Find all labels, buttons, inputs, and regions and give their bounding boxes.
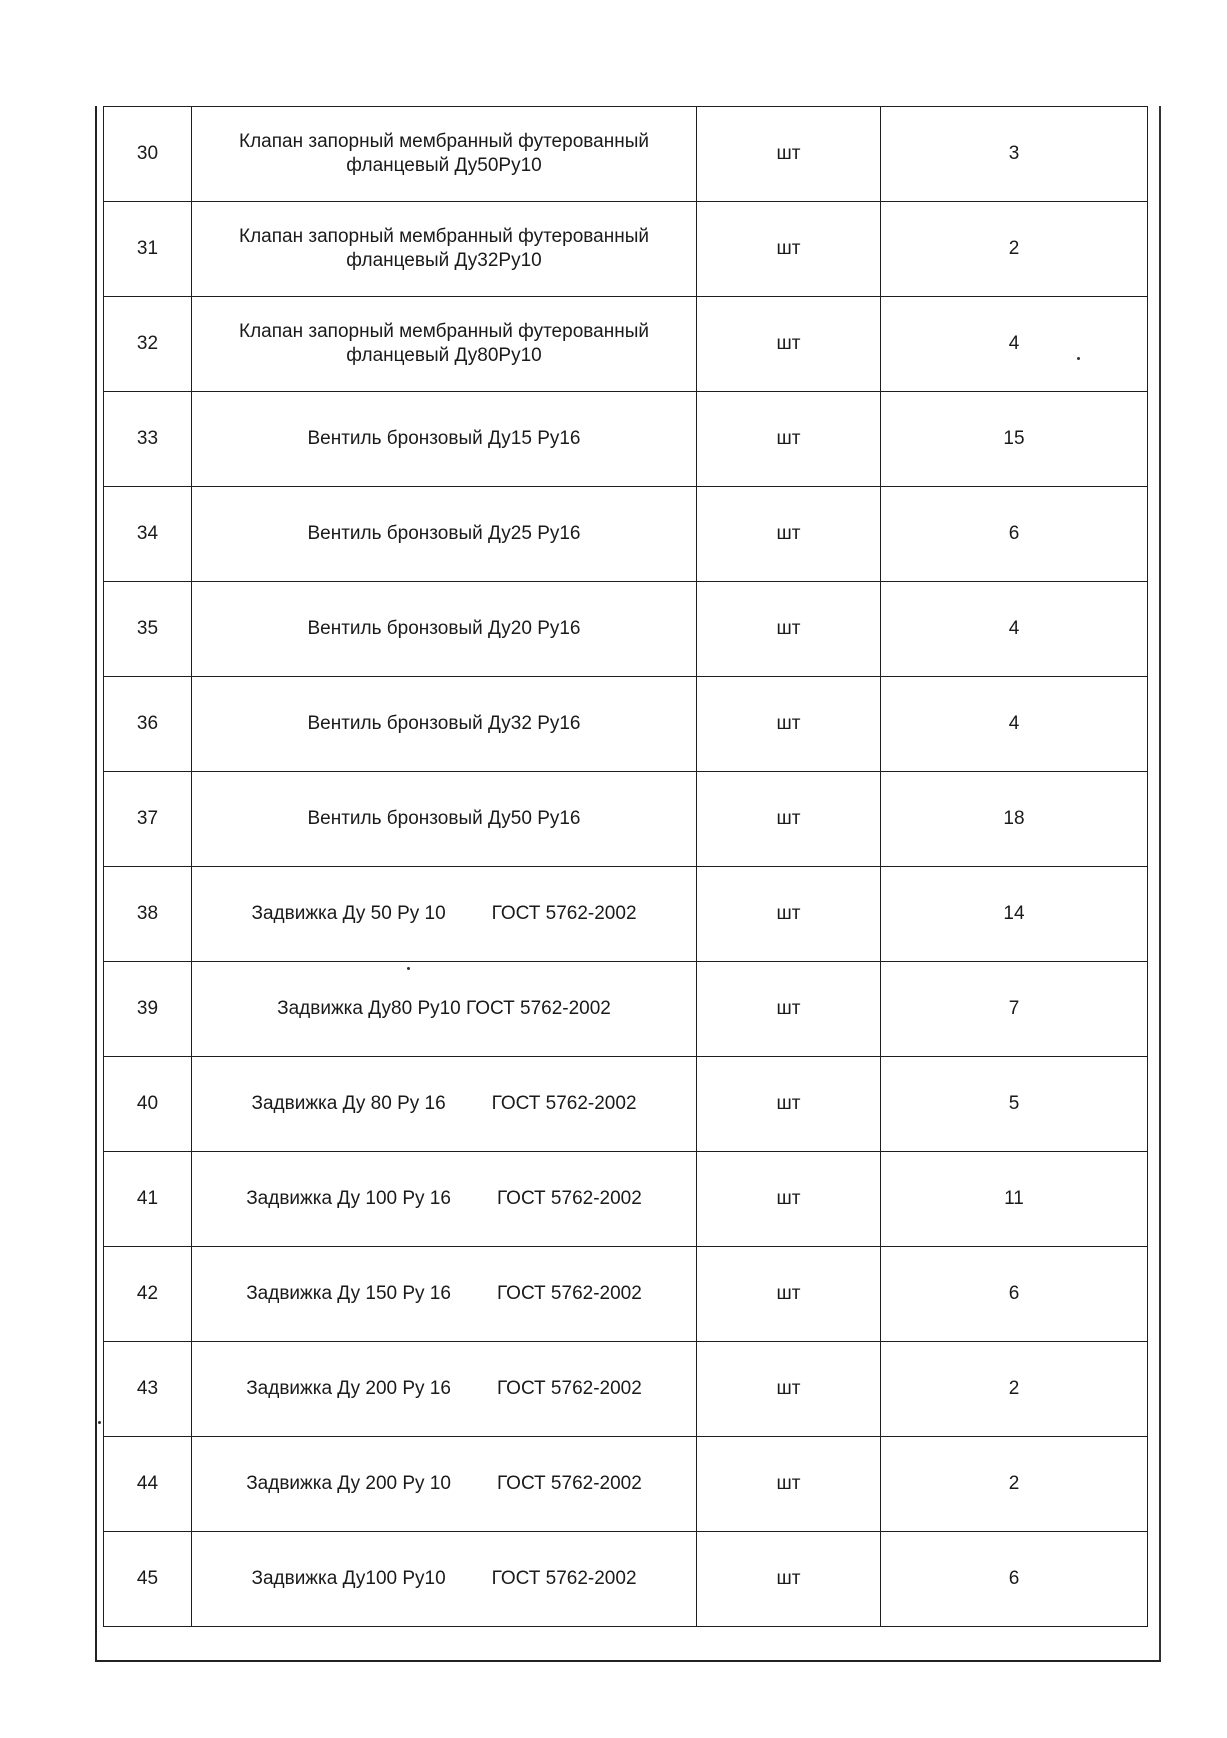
row-number-cell: 36: [104, 677, 192, 772]
item-name-cell: [192, 1057, 697, 1152]
item-name-split: [198, 1187, 690, 1211]
item-name-cell: [192, 1532, 697, 1627]
item-name: Клапан запорный мембранный футерованный фланцевый Ду32Ру10: [239, 226, 649, 271]
table-row: [104, 1437, 1148, 1532]
item-standard: ГОСТ 5762-2002: [491, 1093, 637, 1114]
quantity-cell: 15: [881, 392, 1148, 487]
quantity-cell: 18: [881, 772, 1148, 867]
scan-speck: [98, 1421, 101, 1424]
quantity-cell: 2: [881, 1342, 1148, 1437]
quantity-cell: 6: [881, 487, 1148, 582]
item-name-split: [198, 1282, 690, 1306]
item-name-part: Задвижка Ду 200 Ру 10: [246, 1473, 451, 1494]
item-name: Вентиль бронзовый Ду15 Ру16: [307, 428, 581, 449]
unit-cell: шт: [697, 107, 881, 202]
item-standard: ГОСТ 5762-2002: [491, 1568, 637, 1589]
unit-cell: шт: [697, 677, 881, 772]
item-standard: ГОСТ 5762-2002: [496, 1473, 642, 1494]
unit-cell: шт: [697, 1342, 881, 1437]
specification-table-body: [104, 107, 1148, 1627]
unit-cell: шт: [697, 1057, 881, 1152]
row-number-cell: 35: [104, 582, 192, 677]
item-name: Вентиль бронзовый Ду25 Ру16: [307, 523, 581, 544]
unit-cell: шт: [697, 392, 881, 487]
table-row: [104, 202, 1148, 297]
quantity-cell: 4: [881, 297, 1148, 392]
row-number-cell: 39: [104, 962, 192, 1057]
item-name-part: Задвижка Ду 50 Ру 10: [251, 903, 446, 924]
quantity-cell: 2: [881, 1437, 1148, 1532]
unit-cell: шт: [697, 582, 881, 677]
item-name-split: [198, 1472, 690, 1496]
item-name: Клапан запорный мембранный футерованный фланцевый Ду50Ру10: [239, 131, 649, 176]
row-number-cell: 42: [104, 1247, 192, 1342]
table-row: [104, 392, 1148, 487]
unit-cell: шт: [697, 1247, 881, 1342]
table-row: [104, 677, 1148, 772]
item-name-cell: [192, 677, 697, 772]
item-name-cell: [192, 1342, 697, 1437]
table-row: [104, 297, 1148, 392]
item-name-split: [198, 1567, 690, 1591]
item-name-cell: [192, 772, 697, 867]
quantity-cell: 4: [881, 582, 1148, 677]
item-name-cell: [192, 867, 697, 962]
unit-cell: шт: [697, 1437, 881, 1532]
table-row: [104, 1532, 1148, 1627]
row-number-cell: 32: [104, 297, 192, 392]
item-name-cell: [192, 1152, 697, 1247]
item-name-split: [198, 1092, 690, 1116]
item-name-part: Задвижка Ду 150 Ру 16: [246, 1283, 451, 1304]
row-number-cell: 41: [104, 1152, 192, 1247]
row-number-cell: 44: [104, 1437, 192, 1532]
unit-cell: шт: [697, 297, 881, 392]
unit-cell: шт: [697, 487, 881, 582]
row-number-cell: 34: [104, 487, 192, 582]
row-number-cell: 40: [104, 1057, 192, 1152]
table-row: [104, 1152, 1148, 1247]
specification-table: [103, 106, 1148, 1627]
item-name: Задвижка Ду80 Ру10 ГОСТ 5762-2002: [277, 998, 611, 1019]
item-name: Вентиль бронзовый Ду50 Ру16: [307, 808, 581, 829]
item-standard: ГОСТ 5762-2002: [491, 903, 637, 924]
row-number-cell: 30: [104, 107, 192, 202]
row-number-cell: 33: [104, 392, 192, 487]
table-row: [104, 1247, 1148, 1342]
item-name-split: [198, 1377, 690, 1401]
quantity-cell: 14: [881, 867, 1148, 962]
item-name-cell: [192, 1247, 697, 1342]
row-number-cell: 31: [104, 202, 192, 297]
row-number-cell: 37: [104, 772, 192, 867]
scan-speck: [1077, 357, 1080, 360]
unit-cell: шт: [697, 202, 881, 297]
page-frame-right-line: [1159, 106, 1161, 1661]
quantity-cell: 7: [881, 962, 1148, 1057]
item-name-cell: [192, 297, 697, 392]
item-name-cell: [192, 1437, 697, 1532]
quantity-cell: 2: [881, 202, 1148, 297]
row-number-cell: 45: [104, 1532, 192, 1627]
item-standard: ГОСТ 5762-2002: [496, 1283, 642, 1304]
item-standard: ГОСТ 5762-2002: [496, 1188, 642, 1209]
table-row: [104, 107, 1148, 202]
table-row: [104, 772, 1148, 867]
quantity-cell: 6: [881, 1247, 1148, 1342]
row-number-cell: 43: [104, 1342, 192, 1437]
unit-cell: шт: [697, 772, 881, 867]
row-number-cell: 38: [104, 867, 192, 962]
item-name-part: Задвижка Ду 100 Ру 16: [246, 1188, 451, 1209]
quantity-cell: 3: [881, 107, 1148, 202]
item-name-cell: [192, 202, 697, 297]
table-row: [104, 962, 1148, 1057]
item-name: Клапан запорный мембранный футерованный фланцевый Ду80Ру10: [239, 321, 649, 366]
unit-cell: шт: [697, 867, 881, 962]
quantity-cell: 6: [881, 1532, 1148, 1627]
item-name: Вентиль бронзовый Ду20 Ру16: [307, 618, 581, 639]
quantity-cell: 5: [881, 1057, 1148, 1152]
item-standard: ГОСТ 5762-2002: [496, 1378, 642, 1399]
table-row: [104, 582, 1148, 677]
unit-cell: шт: [697, 1152, 881, 1247]
item-name-part: Задвижка Ду 80 Ру 16: [251, 1093, 446, 1114]
item-name-part: Задвижка Ду100 Ру10: [251, 1568, 446, 1589]
item-name-cell: [192, 962, 697, 1057]
item-name-cell: [192, 107, 697, 202]
page-frame-left-line: [95, 106, 97, 1661]
table-row: [104, 867, 1148, 962]
unit-cell: шт: [697, 1532, 881, 1627]
item-name-cell: [192, 392, 697, 487]
scan-speck: [407, 967, 410, 970]
item-name-cell: [192, 582, 697, 677]
item-name-cell: [192, 487, 697, 582]
item-name: Вентиль бронзовый Ду32 Ру16: [307, 713, 581, 734]
quantity-cell: 11: [881, 1152, 1148, 1247]
page-frame-bottom-line: [95, 1660, 1161, 1662]
item-name-split: [198, 902, 690, 926]
table-row: [104, 1342, 1148, 1437]
unit-cell: шт: [697, 962, 881, 1057]
quantity-cell: 4: [881, 677, 1148, 772]
item-name-part: Задвижка Ду 200 Ру 16: [246, 1378, 451, 1399]
table-row: [104, 487, 1148, 582]
table-row: [104, 1057, 1148, 1152]
